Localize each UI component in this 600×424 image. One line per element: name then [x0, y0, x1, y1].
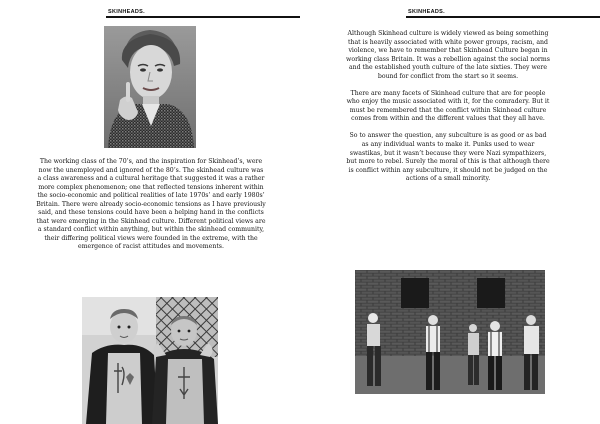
street-photo	[355, 270, 545, 394]
street-photo-image	[355, 270, 545, 394]
group-photo-image	[82, 297, 218, 424]
right-paragraph-2: There are many facets of Skinhead culture that are for people who enjoy the music associated with it, for the comradery. But it must be remembered that the conflict within Skinhead culture comes from within and the different values that they all have.	[346, 89, 550, 123]
left-body-text	[36, 158, 266, 252]
right-paragraph-1: Although Skinhead culture is widely viewed as being something that is heavily associated with white power groups, racism, and violence, we have to remember that Skinhead Culture began in working class Britain. It was a rebellion against the social norms and the established youth culture of the late sixties. They were bound for conflict from the start so it seems.	[346, 30, 550, 80]
right-page	[300, 0, 600, 424]
portrait-photo-image	[104, 26, 196, 148]
running-head-left: SKINHEADS.	[108, 9, 145, 15]
header-rule-right	[406, 16, 600, 18]
right-body-text	[346, 30, 550, 184]
group-photo	[82, 297, 218, 424]
left-body-paragraph: The working class of the 70’s, and the inspiration for Skinhead’s, were now the unemployed and ignored of the 80’s. The skinhead culture was a class awareness and a cultural heritage that suggested it was a rather more complex phenomenon; one that reflected tensions inherent within the socio-economic and political realities of late 1970s’ and early 1980s’ Britain. There were already socio-economic tensions as I have previously said, and these tensions could have been a helping hand in the conflicts that were emerging in the Skinhead culture. Different political views are a standard conflict within anything, but within the skinhead community, their differing political views were founded in the extreme, with the emergence of racist attitudes and movements.	[36, 158, 266, 251]
header-rule-left	[106, 16, 300, 18]
running-head-right: SKINHEADS.	[408, 9, 445, 15]
right-paragraph-3: So to answer the question, any subculture is as good or as bad as any individual wants to make it. Punks used to wear swastikas, but it wasn’t because they were Nazi sympathizers, but more to rebel. Surely the moral of this is that although there is conflict within any subculture, it should not be judged on the actions of a small minority.	[346, 132, 550, 183]
portrait-photo	[104, 26, 196, 148]
